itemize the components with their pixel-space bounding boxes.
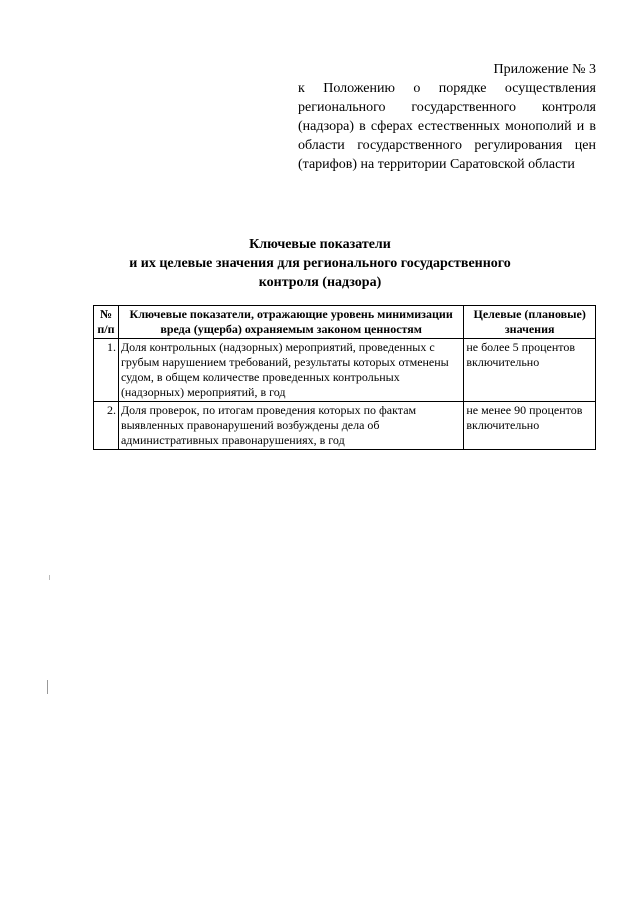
row-number: 2.	[94, 402, 119, 450]
scan-artifact	[49, 575, 50, 580]
appendix-title: Приложение № 3	[493, 62, 596, 77]
document-heading	[80, 235, 560, 292]
table-header-row	[94, 306, 596, 339]
row-target: не менее 90 процентов включительно	[464, 402, 596, 450]
header-target: Целевые (плановые) значения	[464, 306, 596, 339]
heading-line-3: контроля (надзора)	[258, 275, 382, 290]
scan-artifact	[47, 680, 48, 694]
table-row	[94, 339, 596, 402]
heading-line-2: и их целевые значения для регионального государственного	[129, 256, 511, 271]
heading-line-1: Ключевые показатели	[249, 237, 391, 252]
row-target: не более 5 процентов включительно	[464, 339, 596, 402]
appendix-body: к Положению о порядке осуществления регионального государственного контроля (надзора) в сферах естественных монополий и в области государственного регулирования цен (тарифов) на территории Саратовской области	[298, 81, 596, 172]
header-number: № п/п	[94, 306, 119, 339]
row-number: 1.	[94, 339, 119, 402]
row-indicator: Доля контрольных (надзорных) мероприятий, проведенных с грубым нарушением требований, результаты которых отменены судом, в общем количестве проведенных контрольных (надзорных) мероприятий, в год	[118, 339, 463, 402]
row-indicator: Доля проверок, по итогам проведения которых по фактам выявленных правонарушений возбуждены дела об административных правонарушениях, в год	[118, 402, 463, 450]
appendix-block	[298, 60, 596, 174]
indicators-table	[93, 305, 596, 450]
header-indicator: Ключевые показатели, отражающие уровень минимизации вреда (ущерба) охраняемым законом ценностям	[118, 306, 463, 339]
table-row	[94, 402, 596, 450]
